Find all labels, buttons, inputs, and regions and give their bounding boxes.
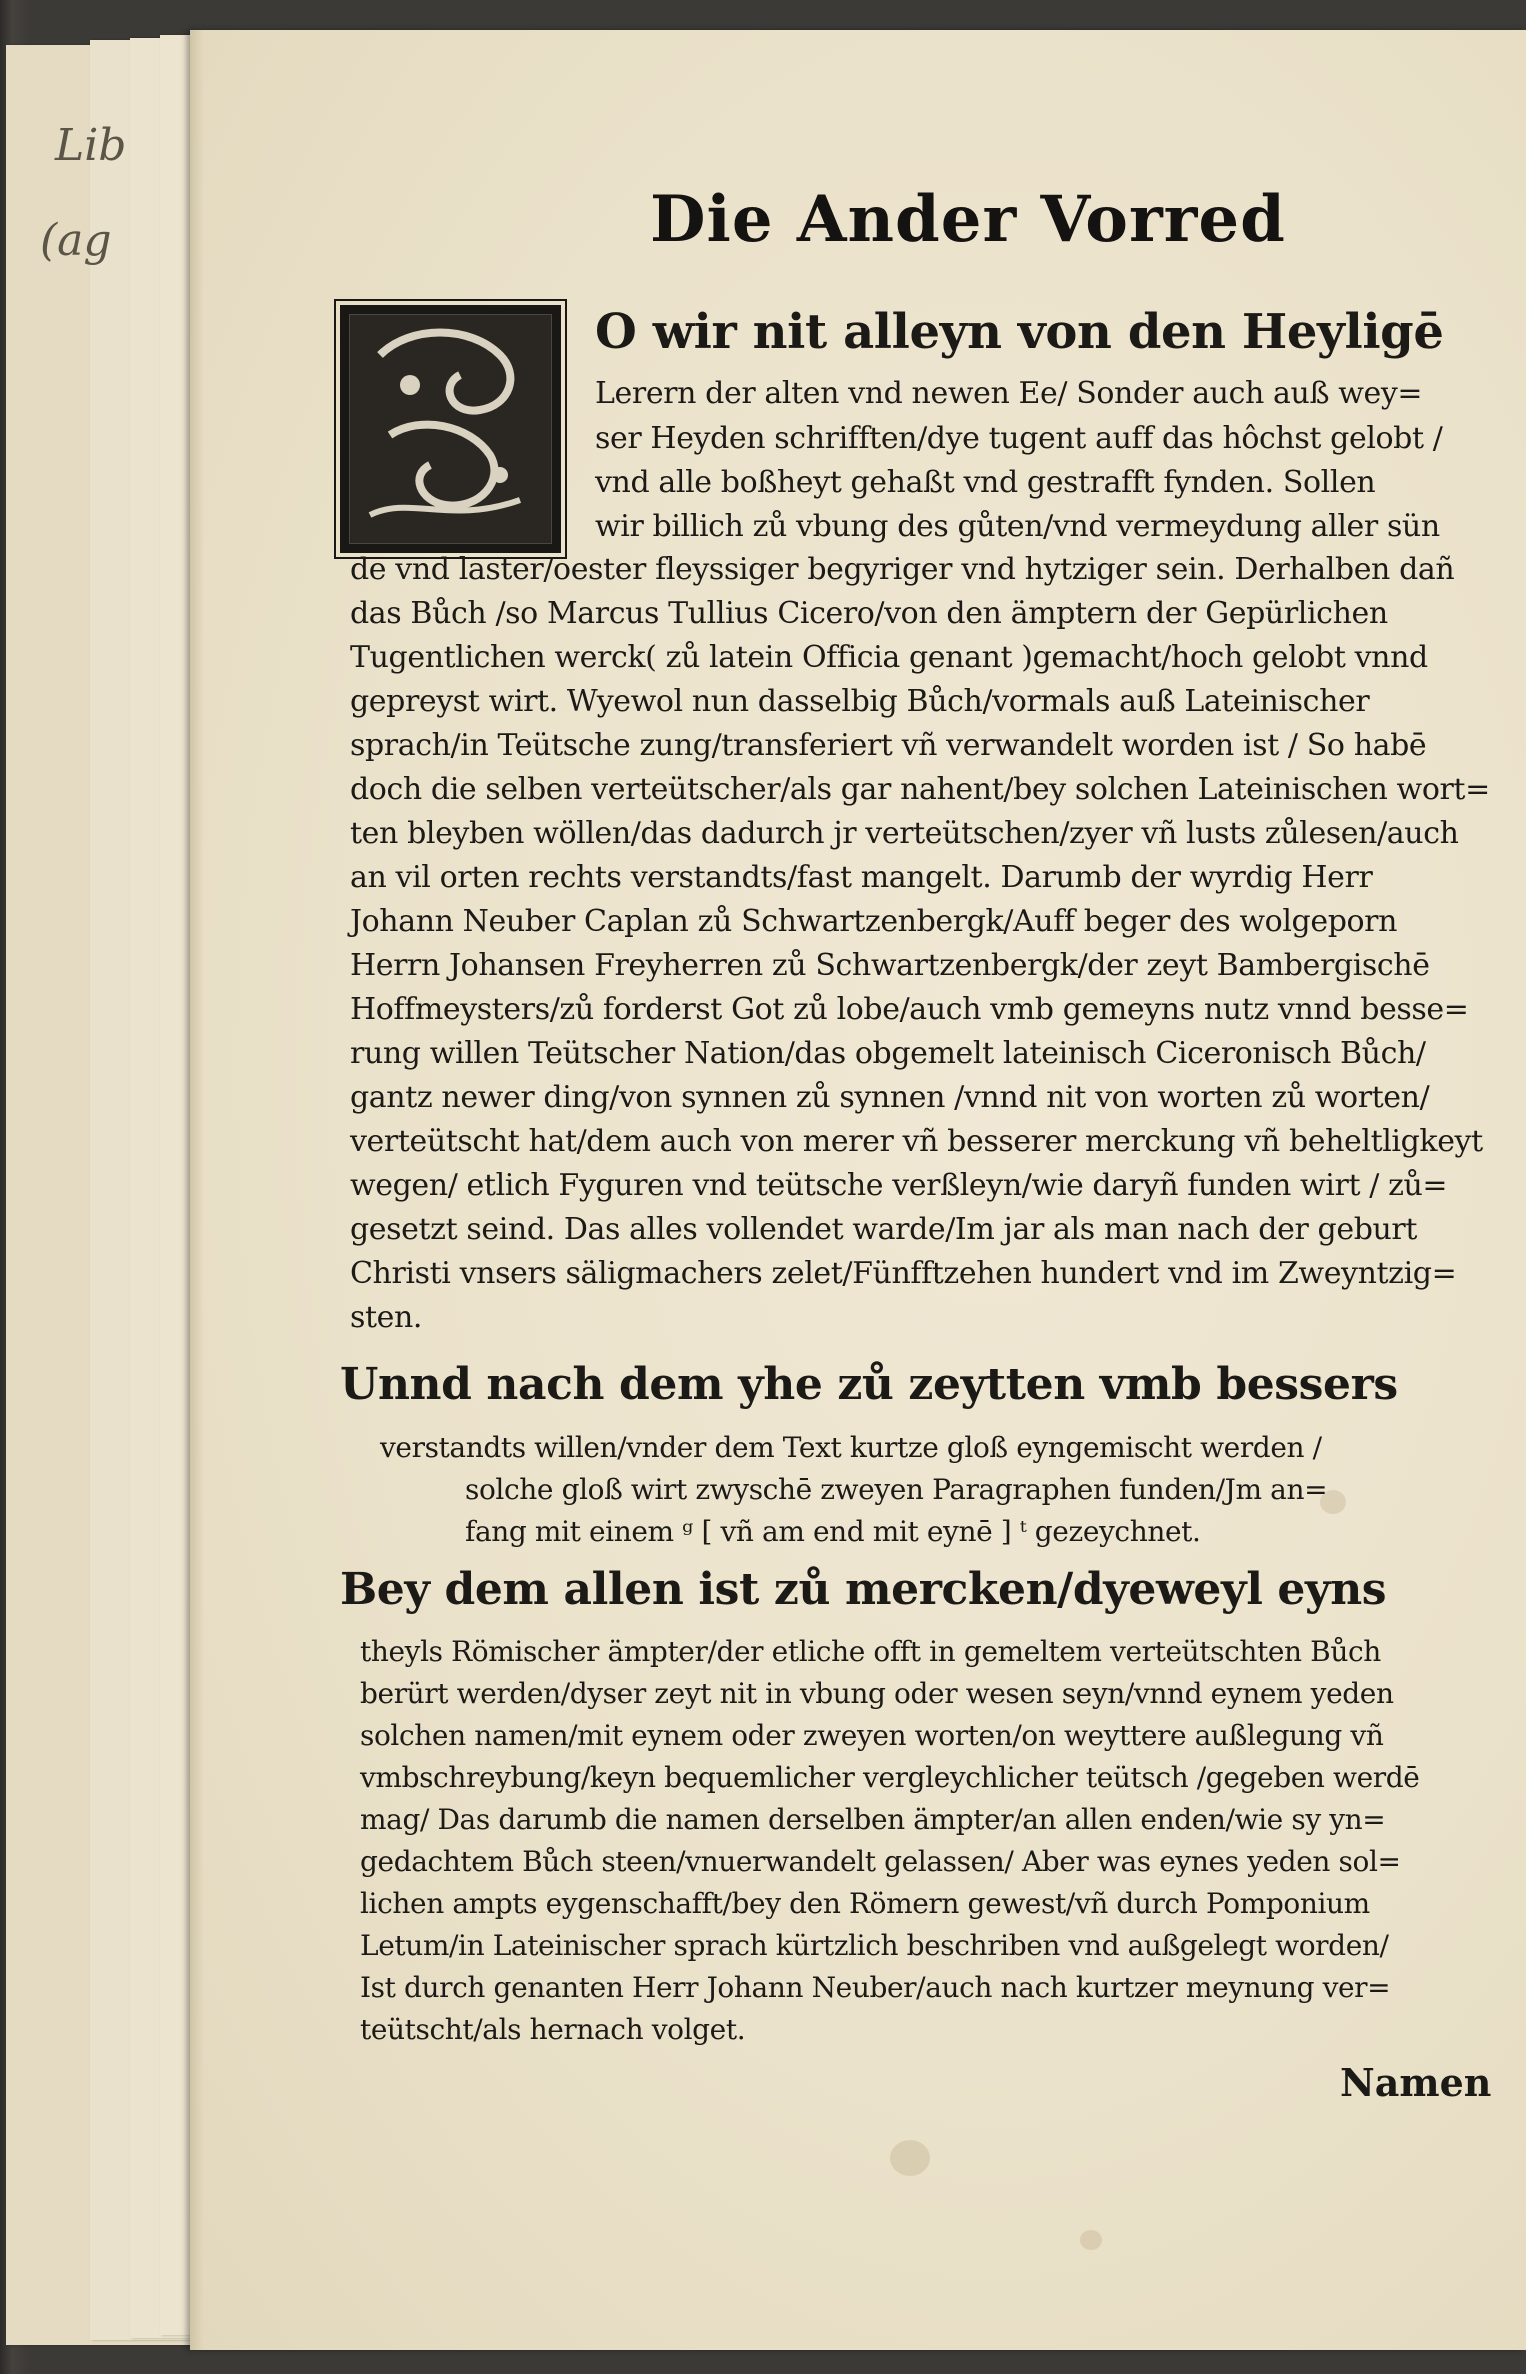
text-line: vmbschreybung/keyn bequemlicher vergleychlicher teütsch /gegeben werdē [360, 1761, 1420, 1794]
text-line: solche gloß wirt zwyschē zweyen Paragraphen funden/Jm an= [465, 1473, 1328, 1506]
text-line: an vil orten rechts verstandts/fast mangelt. Darumb der wyrdig Herr [350, 860, 1373, 895]
text-line: solchen namen/mit eynem oder zweyen worten/on weyttere außlegung vñ [360, 1719, 1384, 1752]
page-heading: Die Ander Vorred [650, 182, 1286, 257]
text-line: verteütscht hat/dem auch von merer vñ besserer merckung vñ beheltligkeyt [350, 1124, 1483, 1159]
margin-note: (ag [40, 215, 112, 266]
catchword: Namen [1340, 2060, 1492, 2105]
text-line: Lerern der alten vnd newen Ee/ Sonder auch auß wey= [595, 376, 1423, 411]
text-line: Tugentlichen werck( zů latein Officia genant )gemacht/hoch gelobt vnnd [350, 640, 1428, 675]
text-line: Herrn Johansen Freyherren zů Schwartzenbergk/der zeyt Bambergischē [350, 948, 1430, 983]
section-heading-line: Unnd nach dem yhe zů zeytten vmb bessers [340, 1359, 1398, 1410]
section-heading-line: Bey dem allen ist zů mercken/dyeweyl eyns [340, 1564, 1387, 1615]
stain [890, 2140, 930, 2176]
text-line: gedachtem Bůch steen/vnuerwandelt gelassen/ Aber was eynes yeden sol= [360, 1845, 1401, 1878]
text-line: gantz newer ding/von synnen zů synnen /vnnd nit von worten zů worten/ [350, 1080, 1430, 1115]
text-line: wegen/ etlich Fyguren vnd teütsche verßleyn/wie daryñ funden wirt / zů= [350, 1168, 1448, 1203]
ornament-art [350, 315, 547, 539]
text-line: rung willen Teütscher Nation/das obgemelt lateinisch Ciceronisch Bůch/ [350, 1036, 1426, 1071]
text-line: das Bůch /so Marcus Tullius Cicero/von den ämptern der Gepürlichen [350, 596, 1388, 631]
text-line: ser Heyden schrifften/dye tugent auff das hôchst gelobt / [595, 421, 1443, 456]
text-line: vnd alle boßheyt gehaßt vnd gestrafft fynden. Sollen [595, 465, 1376, 500]
text-line: fang mit einem ᵍ [ vñ am end mit eynē ] ᵗ gezeychnet. [465, 1515, 1201, 1548]
text-line: mag/ Das darumb die namen derselben ämpter/an allen enden/wie sy yn= [360, 1803, 1386, 1836]
text-line: Letum/in Lateinischer sprach kürtzlich beschriben vnd außgelegt worden/ [360, 1929, 1389, 1962]
text-line: de vnd laster/oester fleyssiger begyriger vnd hytziger sein. Derhalben dañ [350, 552, 1455, 587]
text-line: sprach/in Teütsche zung/transferiert vñ verwandelt worden ist / So habē [350, 728, 1427, 763]
text-line: Christi vnsers säligmachers zelet/Fünfftzehen hundert vnd im Zweyntzig= [350, 1256, 1457, 1291]
text-line: lichen ampts eygenschafft/bey den Römern gewest/vñ durch Pomponium [360, 1887, 1370, 1920]
text-line: O wir nit alleyn von den Heyligē [595, 304, 1444, 360]
decorated-initial [340, 305, 561, 553]
stain [1080, 2230, 1102, 2250]
text-line: theyls Römischer ämpter/der etliche offt in gemeltem verteütschten Bůch [360, 1635, 1381, 1668]
text-line: Hoffmeysters/zů forderst Got zů lobe/auch vmb gemeyns nutz vnnd besse= [350, 992, 1469, 1027]
text-line: teütscht/als hernach volget. [360, 2013, 746, 2046]
margin-note: Lib [55, 120, 127, 171]
text-line: wir billich zů vbung des gůten/vnd vermeydung aller sün [595, 509, 1440, 544]
text-line: sten. [350, 1300, 423, 1335]
text-line: gesetzt seind. Das alles vollendet warde/Im jar als man nach der geburt [350, 1212, 1418, 1247]
initial-ornament [349, 314, 552, 544]
text-line: verstandts willen/vnder dem Text kurtze gloß eyngemischt werden / [380, 1431, 1322, 1464]
page-edge [190, 30, 204, 2350]
text-line: doch die selben verteütscher/als gar nahent/bey solchen Lateinischen wort= [350, 772, 1490, 807]
text-line: gepreyst wirt. Wyewol nun dasselbig Bůch/vormals auß Lateinischer [350, 684, 1370, 719]
text-line: ten bleyben wöllen/das dadurch jr verteütschen/zyer vñ lusts zůlesen/auch [350, 816, 1459, 851]
text-line: Johann Neuber Caplan zů Schwartzenbergk/Auff beger des wolgeporn [350, 904, 1398, 939]
text-line: Ist durch genanten Herr Johann Neuber/auch nach kurtzer meynung ver= [360, 1971, 1391, 2004]
text-line: berürt werden/dyser zeyt nit in vbung oder wesen seyn/vnnd eynem yeden [360, 1677, 1394, 1710]
